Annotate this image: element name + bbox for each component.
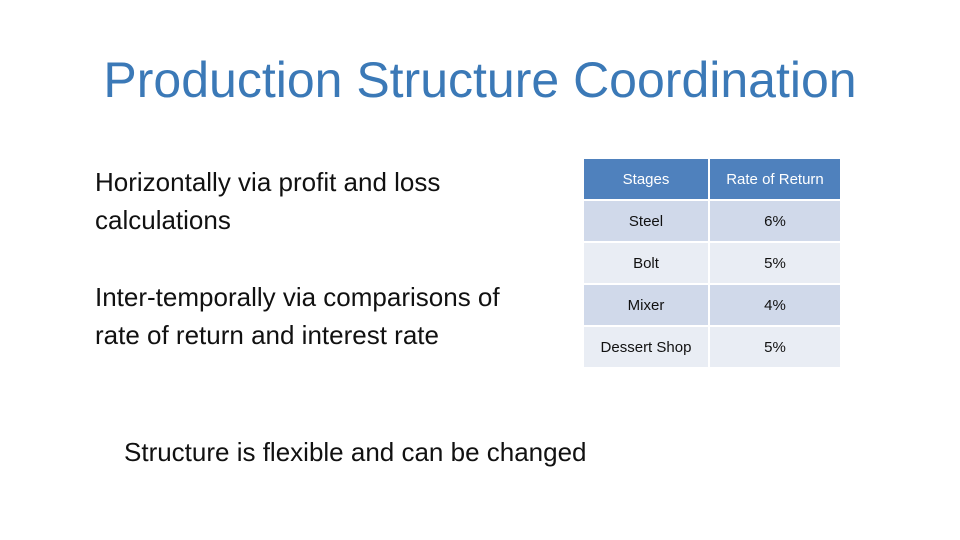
bottom-note: Structure is flexible and can be changed xyxy=(124,437,587,467)
stage-cell: Mixer xyxy=(583,284,709,326)
rate-cell: 4% xyxy=(709,284,841,326)
bullet-inter-temporal: Inter-temporally via comparisons of rate of return and interest rate xyxy=(95,282,500,350)
rate-of-return-table xyxy=(582,157,842,369)
header-stages: Stages xyxy=(583,158,709,200)
table-row xyxy=(583,242,841,284)
stage-cell: Bolt xyxy=(583,242,709,284)
rate-cell: 6% xyxy=(709,200,841,242)
table-header-row xyxy=(583,158,841,200)
rate-cell: 5% xyxy=(709,242,841,284)
stage-cell: Dessert Shop xyxy=(583,326,709,368)
table-row xyxy=(583,326,841,368)
table-row xyxy=(583,284,841,326)
rate-cell: 5% xyxy=(709,326,841,368)
header-rate-of-return: Rate of Return xyxy=(709,158,841,200)
bullet-horizontal: Horizontally via profit and loss calculations xyxy=(95,167,441,235)
stage-cell: Steel xyxy=(583,200,709,242)
table-row xyxy=(583,200,841,242)
slide-title: Production Structure Coordination xyxy=(103,52,857,108)
